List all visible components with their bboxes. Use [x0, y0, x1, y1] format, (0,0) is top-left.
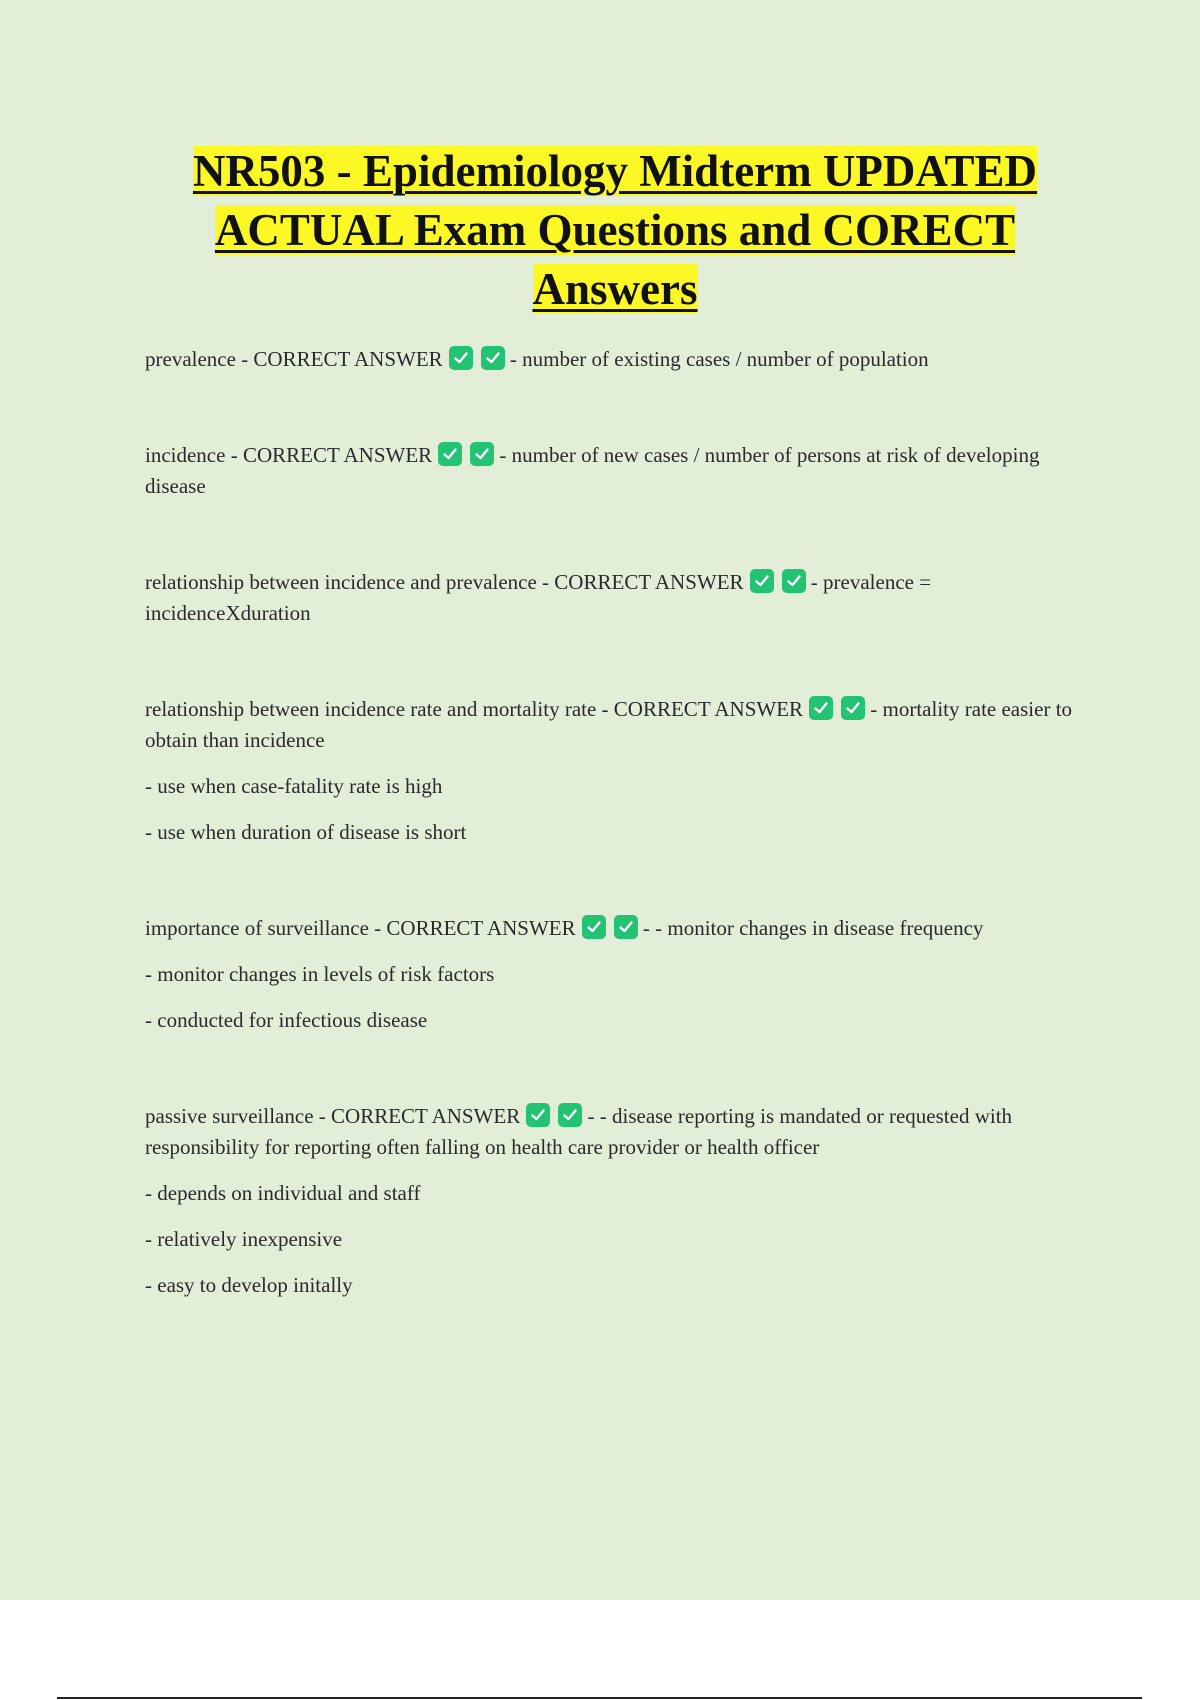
qa-line	[145, 694, 1095, 756]
qa-answer: - - monitor changes in disease frequency	[642, 916, 984, 940]
qa-bullet: - depends on individual and staff	[145, 1181, 421, 1205]
qa-term: passive surveillance - CORRECT ANSWER	[145, 1104, 521, 1128]
qa-answer: - - disease reporting is mandated or requested with responsibility for reporting often falling on health care provider or health officer	[145, 1104, 1013, 1159]
qa-list	[145, 344, 1095, 1301]
qa-answer: - prevalence = incidenceXduration	[145, 570, 932, 625]
check-mark-icon	[438, 442, 462, 466]
qa-bullet: - use when case-fatality rate is high	[145, 774, 443, 798]
check-mark-icon	[526, 1103, 550, 1127]
qa-bullet: - monitor changes in levels of risk factors	[145, 962, 495, 986]
check-mark-icon	[809, 696, 833, 720]
qa-item	[145, 694, 1095, 848]
check-mark-icon	[558, 1103, 582, 1127]
qa-line	[145, 913, 1095, 944]
check-mark-icon	[470, 442, 494, 466]
check-mark-icon	[782, 569, 806, 593]
qa-bullet: - easy to develop initally	[145, 1273, 353, 1297]
check-mark-icon	[481, 346, 505, 370]
qa-line	[145, 440, 1095, 502]
check-mark-icon	[449, 346, 473, 370]
qa-term: prevalence - CORRECT ANSWER	[145, 347, 443, 371]
qa-answer: - number of new cases / number of persons at risk of developing disease	[145, 443, 1040, 498]
qa-item	[145, 567, 1095, 629]
qa-item	[145, 344, 1095, 375]
qa-answer: - mortality rate easier to obtain than incidence	[145, 697, 1073, 752]
qa-term: incidence - CORRECT ANSWER	[145, 443, 433, 467]
qa-line	[145, 567, 1095, 629]
qa-line	[145, 1101, 1095, 1163]
page-footer-divider	[57, 1697, 1142, 1699]
qa-term: relationship between incidence rate and mortality rate - CORRECT ANSWER	[145, 697, 804, 721]
check-mark-icon	[614, 915, 638, 939]
qa-bullet: - conducted for infectious disease	[145, 1008, 428, 1032]
check-mark-icon	[750, 569, 774, 593]
check-mark-icon	[841, 696, 865, 720]
qa-item	[145, 440, 1095, 502]
qa-bullet: - use when duration of disease is short	[145, 820, 467, 844]
qa-line	[145, 344, 1095, 375]
document-title: NR503 - Epidemiology Midterm UPDATED ACTUAL Exam Questions and CORECT Answers	[192, 146, 1038, 314]
qa-term: relationship between incidence and prevalence - CORRECT ANSWER	[145, 570, 744, 594]
title-block	[130, 142, 1100, 319]
qa-bullet: - relatively inexpensive	[145, 1227, 343, 1251]
qa-item	[145, 1101, 1095, 1301]
qa-item	[145, 913, 1095, 1036]
qa-answer: - number of existing cases / number of population	[509, 347, 929, 371]
qa-term: importance of surveillance - CORRECT ANSWER	[145, 916, 576, 940]
check-mark-icon	[582, 915, 606, 939]
